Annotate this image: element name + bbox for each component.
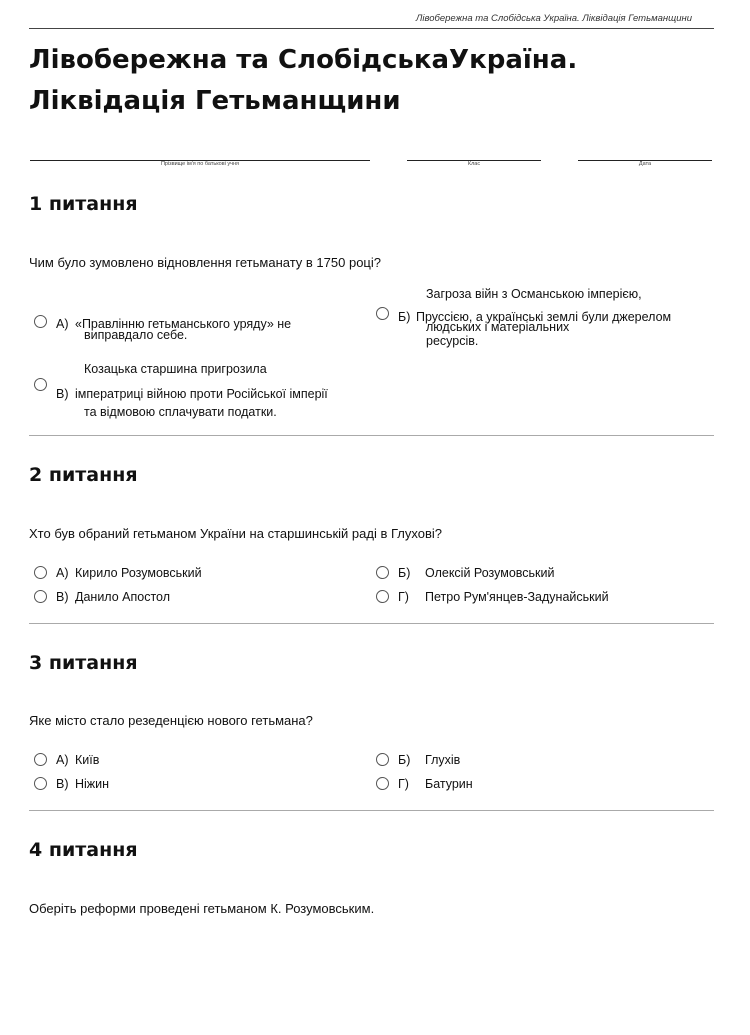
- option-text-line: та відмовою сплачувати податки.: [84, 405, 277, 419]
- question-1-text: Чим було зумовлено відновлення гетьманату в 1750 році?: [29, 255, 381, 270]
- date-field-label: Дата: [638, 161, 652, 167]
- name-field-label: Прізвище ім'я по батькові учня: [160, 161, 240, 167]
- page-title-line-2: Ліквідація Гетьманщини: [29, 86, 401, 116]
- radio-button[interactable]: [34, 566, 47, 579]
- header-rule: [29, 28, 714, 29]
- divider: [29, 435, 714, 436]
- question-2-heading: 2 питання: [29, 464, 138, 486]
- option-letter: В): [56, 777, 69, 791]
- option-text: Петро Рум'янцев-Задунайський: [425, 590, 609, 604]
- divider: [29, 623, 714, 624]
- option-letter: В): [56, 387, 69, 401]
- question-2-text: Хто був обраний гетьманом України на старшинській раді в Глухові?: [29, 526, 442, 541]
- radio-button[interactable]: [34, 753, 47, 766]
- option-letter: А): [56, 317, 69, 331]
- option-letter: Г): [398, 777, 409, 791]
- radio-button[interactable]: [376, 566, 389, 579]
- option-text: Київ: [75, 753, 100, 767]
- option-text-line: людських і матеріальних: [426, 320, 570, 334]
- radio-button[interactable]: [376, 753, 389, 766]
- radio-button[interactable]: [376, 307, 389, 320]
- option-letter: В): [56, 590, 69, 604]
- option-text-line: «Правлінню гетьманського уряду» не: [75, 317, 292, 331]
- option-letter: А): [56, 753, 69, 767]
- option-letter: Б): [398, 753, 411, 767]
- question-4-heading: 4 питання: [29, 839, 138, 861]
- question-3-text: Яке місто стало резеденцією нового гетьмана?: [29, 713, 313, 728]
- option-text: Ніжин: [75, 777, 110, 791]
- option-text-line: Козацька старшина пригрозила: [84, 362, 267, 376]
- option-text-line: виправдало себе.: [84, 328, 188, 342]
- radio-button[interactable]: [376, 777, 389, 790]
- radio-button[interactable]: [376, 590, 389, 603]
- option-letter: Г): [398, 590, 409, 604]
- option-text: Олексій Розумовський: [425, 566, 555, 580]
- option-letter: Б): [398, 310, 411, 324]
- page-title-line-1: Лівобережна та СлобідськаУкраїна.: [29, 45, 578, 75]
- question-3-heading: 3 питання: [29, 652, 138, 674]
- page-title: [29, 40, 719, 122]
- radio-button[interactable]: [34, 590, 47, 603]
- option-text-line: ресурсів.: [426, 334, 479, 348]
- option-text: Данило Апостол: [75, 590, 171, 604]
- option-text: Кирило Розумовський: [75, 566, 202, 580]
- option-letter: А): [56, 566, 69, 580]
- radio-button[interactable]: [34, 378, 47, 391]
- option-text-line: Загроза війн з Османською імперією,: [426, 287, 642, 301]
- question-4-text: Оберіть реформи проведені гетьманом К. Розумовським.: [29, 901, 375, 916]
- option-text-line: Пруссією, а українські землі були джерелом: [416, 310, 672, 324]
- radio-button[interactable]: [34, 777, 47, 790]
- question-1-heading: 1 питання: [29, 193, 138, 215]
- header-caption: Лівобережна та Слобідська Україна. Ліквідація Гетьманщини: [415, 13, 692, 24]
- radio-button[interactable]: [34, 315, 47, 328]
- class-field-label: Клас: [467, 161, 481, 167]
- option-letter: Б): [398, 566, 411, 580]
- option-text: Батурин: [425, 777, 473, 791]
- divider: [29, 810, 714, 811]
- option-text-line: імператриці війною проти Російської імперії: [75, 387, 328, 401]
- option-text: Глухів: [425, 753, 461, 767]
